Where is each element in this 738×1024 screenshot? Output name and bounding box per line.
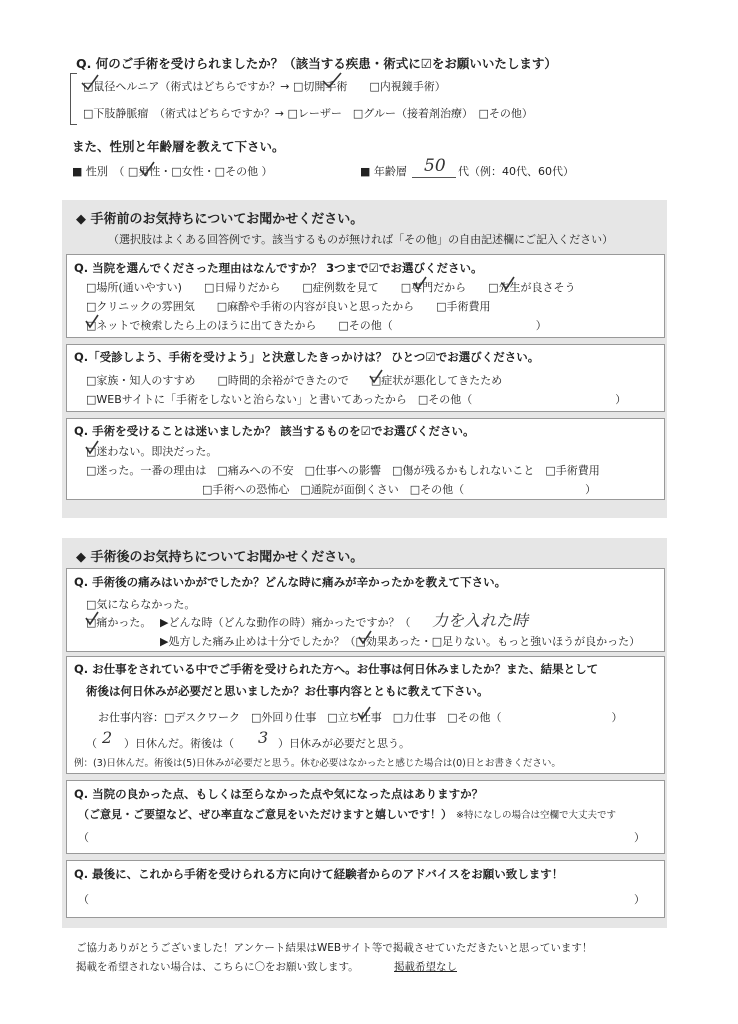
reason-row3: □ネットで検索したら上のほうに出てきたから □その他（ ） (86, 319, 547, 332)
no-publish-option[interactable]: 掲載希望なし (394, 961, 457, 973)
reason-row1: □場所(通いやすい) □日帰りだから □症例数を見て □専門だから □先生が良さそう (86, 281, 576, 294)
pain-answer: 力を入れた時 (432, 611, 529, 630)
pain-row1: □気にならなかった。 (86, 598, 196, 611)
good-title: Q. 当院の良かった点、もしくは至らなかった点や気になった点はありますか？ (74, 787, 484, 801)
hesitate-title: Q. 手術を受けることは迷いましたか？ 該当するものを☑でお選びください。 (74, 424, 475, 438)
work-row1: お仕事内容：□デスクワーク □外回り仕事 □立ち仕事 □力仕事 □その他（ ） (98, 711, 623, 724)
check-mark-specialty (412, 275, 428, 292)
pain-title: Q. 手術後の痛みはいかがでしたか？どんな時に痛みが辛かったかを教えて下さい。 (74, 575, 507, 589)
check-mark-no-hesitate (84, 439, 100, 456)
age-underline (412, 177, 456, 178)
work-row2b: ）日休んだ。術後は（ (124, 737, 234, 750)
check-mark-effective (357, 629, 373, 646)
check-mark-hernia (80, 74, 100, 92)
work-example: 例：(3)日休んだ。術後は(5)日休みが必要だと思う。休む必要はなかったと感じた場合は(0)日とお書きください。 (74, 758, 561, 769)
pain-row2a: □痛かった。 (86, 616, 152, 629)
hesitate-row2: □迷った。一番の理由は □痛みへの不安 □仕事への影響 □傷が残るかもしれないこと □手術費用 (86, 464, 600, 477)
before-title: ◆ 手術前のお気持ちについてお聞かせください。 (76, 212, 364, 227)
check-mark-doctor (500, 275, 516, 292)
rested-days: 2 (102, 728, 113, 747)
work-title2: 術後は何日休みが必要だと思いましたか？お仕事内容とともに教えて下さい。 (86, 684, 489, 698)
needed-days: 3 (258, 728, 269, 747)
good-open-paren: （ (78, 831, 89, 844)
good-sub-note: ※特になしの場合は空欄で大丈夫です (456, 810, 616, 821)
pain-row2b: ▶どんな時（どんな動作の時）痛かったですか？（ (160, 616, 411, 629)
footer-request: 掲載を希望されない場合は、こちらに〇をお願い致します。 (76, 961, 359, 973)
advice-open-paren: （ (78, 893, 89, 906)
age-value: 50 (424, 156, 446, 176)
trigger-title: Q.「受診しよう、手術を受けよう」と決意したきっかけは？ ひとつ☑でお選びください。 (74, 350, 540, 364)
pain-row3: ▶処方した痛み止めは十分でしたか？（□効果あった・□足りない。もっと強いほうが良かった） (160, 635, 641, 648)
before-note: （選択肢はよくある回答例です。該当するものが無ければ「その他」の自由記述欄にご記入ください） (108, 233, 614, 246)
q2-title: また、性別と年齢層を教えて下さい。 (72, 139, 285, 154)
check-mark-worse (368, 368, 384, 385)
trigger-row1: □家族・知人のすすめ □時間的余裕ができたので □症状が悪化してきたため (86, 374, 503, 387)
good-close-paren: ） (634, 831, 645, 844)
age-suffix: 代（例：40代、60代） (458, 165, 574, 178)
check-mark-incision (321, 72, 343, 90)
work-row2a: （ (86, 737, 97, 750)
check-mark-standing (356, 705, 372, 722)
q1-bracket (70, 73, 77, 125)
q1-row-hernia: □鼠径ヘルニア（術式はどちらですか？→ □切開手術 □内視鏡手術） (83, 80, 446, 93)
advice-title: Q. 最後に、これから手術を受けられる方に向けて経験者からのアドバイスをお願い致します！ (74, 867, 564, 881)
hesitate-row3: □手術への恐怖心 □通院が面倒くさい □その他（ ） (202, 483, 597, 496)
q1-title: Q. 何のご手術を受けられましたか？（該当する疾患・術式に☑をお願いいたします） (76, 56, 557, 71)
work-title1: Q. お仕事をされている中でご手術を受けられた方へ。お仕事は何日休みましたか？また、結果として (74, 662, 599, 676)
q1-row-varicose: □下肢静脈瘤 （術式はどちらですか？→ □レーザー □グルー（接着剤治療） □その他） (83, 107, 533, 120)
check-mark-painful (84, 610, 100, 627)
trigger-row2: □WEBサイトに「手術をしないと治らない」と書いてあったから □その他（ ） (86, 393, 627, 406)
reason-row2: □クリニックの雰囲気 □麻酔や手術の内容が良いと思ったから □手術費用 (86, 300, 491, 313)
hesitate-row1: □迷わない。即決だった。 (86, 445, 218, 458)
good-sub: （ご意見・ご要望など、ぜひ率直なご意見をいただけますと嬉しいです！） (78, 808, 452, 821)
footer-thanks: ご協力ありがとうございました！アンケート結果はWEBサイト等で掲載させていただきたいと思っています！ (76, 942, 593, 954)
work-row2c: ）日休みが必要だと思う。 (278, 737, 410, 750)
gender-row: ■ 性別 （ □男性・□女性・□その他 ） (72, 165, 273, 178)
check-mark-net (84, 313, 100, 330)
after-title: ◆ 手術後のお気持ちについてお聞かせください。 (76, 550, 364, 565)
age-label: ■ 年齢層 (360, 165, 407, 178)
advice-close-paren: ） (634, 893, 645, 906)
check-mark-male (138, 160, 156, 178)
reason-title: Q. 当院を選んでくださった理由はなんですか？ 3つまで☑でお選びください。 (74, 261, 483, 275)
